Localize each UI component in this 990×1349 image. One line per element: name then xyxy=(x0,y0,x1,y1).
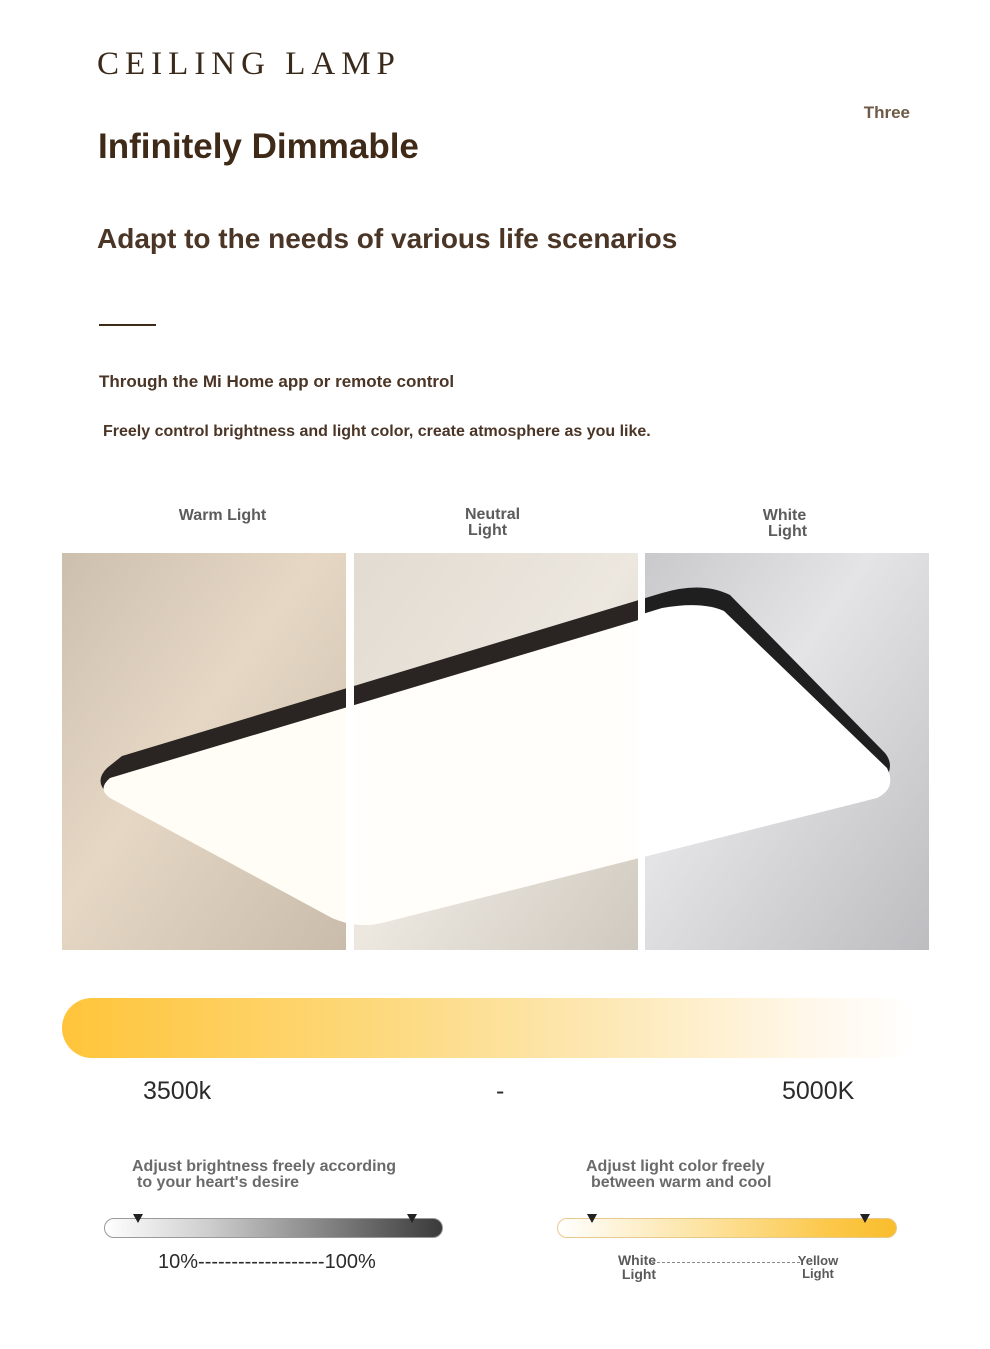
white-light-end-label-line-2: Light xyxy=(621,1266,657,1282)
brightness-caption-line-1: Adjust brightness freely according xyxy=(132,1158,397,1175)
divider xyxy=(99,324,156,326)
color-yellow-marker-icon xyxy=(860,1214,870,1223)
white-light-label-line-2: Light xyxy=(767,523,808,540)
brightness-caption-line-2: to your heart's desire xyxy=(137,1174,300,1191)
neutral-light-label-line-2: Light xyxy=(467,522,508,539)
yellow-light-end-label-line-1: Yellow xyxy=(797,1253,839,1268)
color-temperature-bar xyxy=(62,998,918,1058)
brightness-range-label: 10%-------------------100% xyxy=(158,1251,376,1273)
brightness-min-marker-icon xyxy=(133,1214,143,1223)
temperature-high: 5000K xyxy=(782,1077,855,1105)
white-light-end-label-line-1: White xyxy=(617,1252,657,1268)
temperature-separator: - xyxy=(496,1077,505,1105)
lamp-comparison-image xyxy=(62,553,929,950)
color-caption xyxy=(586,1159,771,1191)
yellow-light-end-label xyxy=(776,1254,860,1280)
temperature-low: 3500k xyxy=(143,1077,212,1105)
subheadline: Adapt to the needs of various life scenarios xyxy=(97,223,678,254)
warm-light-label-line: Warm Light xyxy=(178,507,267,524)
color-slider xyxy=(557,1218,897,1238)
headline: Infinitely Dimmable xyxy=(98,127,419,166)
white-light-end-label xyxy=(592,1253,682,1281)
yellow-light-end-label-line-2: Light xyxy=(802,1266,834,1281)
white-light-label xyxy=(712,508,857,540)
brightness-max-marker-icon xyxy=(407,1214,417,1223)
brightness-caption xyxy=(132,1159,396,1191)
color-caption-line-1: Adjust light color freely xyxy=(586,1158,765,1175)
brand-title: CEILING LAMP xyxy=(97,46,401,82)
color-caption-line-2: between warm and cool xyxy=(591,1174,772,1191)
control-line: Through the Mi Home app or remote control xyxy=(99,372,455,391)
brightness-slider xyxy=(104,1218,443,1238)
color-white-marker-icon xyxy=(587,1214,597,1223)
neutral-light-label-line-1: Neutral xyxy=(464,506,521,523)
white-light-label-line-1: White xyxy=(762,507,807,524)
warm-light-label xyxy=(150,508,295,524)
corner-label: Three xyxy=(863,103,910,122)
description: Freely control brightness and light color, create atmosphere as you like. xyxy=(103,423,651,440)
neutral-light-label xyxy=(420,507,565,539)
